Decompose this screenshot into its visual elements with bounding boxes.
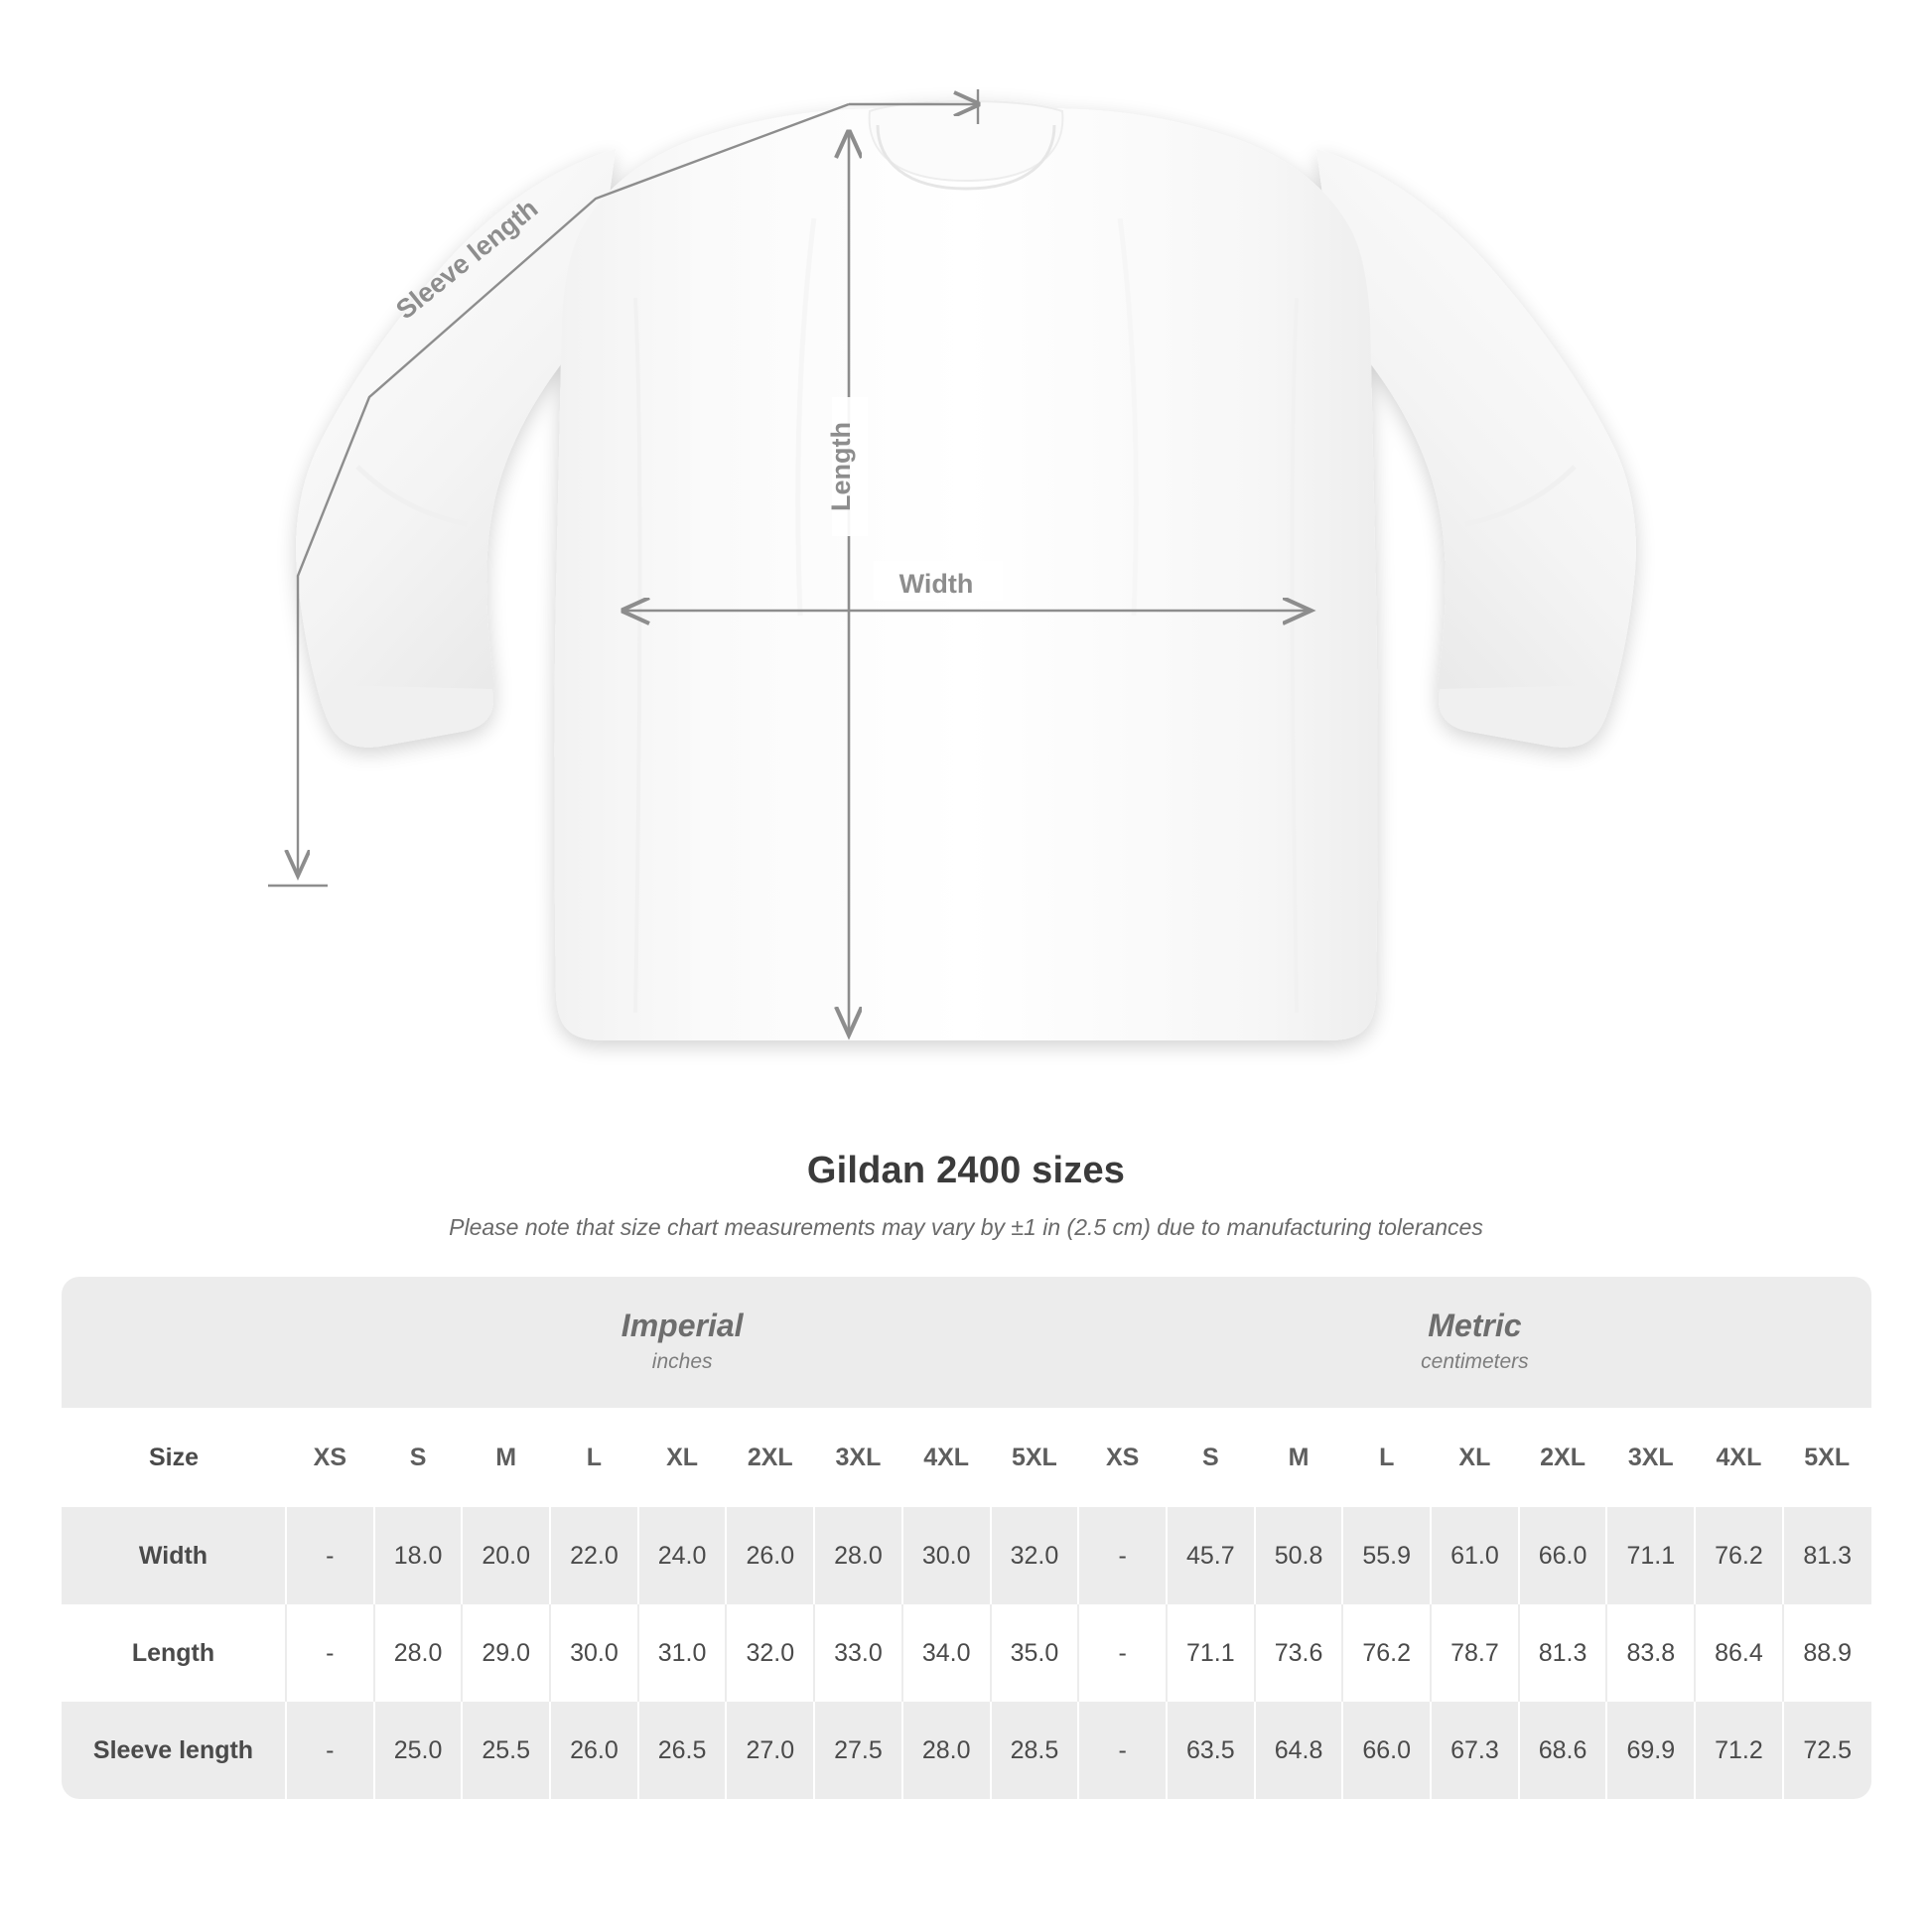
cell-length-imperial-s: 28.0 xyxy=(374,1604,463,1702)
cell-sleeve-imperial-3xl: 27.5 xyxy=(814,1702,902,1799)
header-size-imperial-2xl: 2XL xyxy=(726,1408,814,1507)
svg-text:Sleeve length: Sleeve length xyxy=(390,193,544,326)
unit-metric-name: Metric xyxy=(1428,1308,1522,1344)
header-size-imperial-m: M xyxy=(462,1408,550,1507)
header-size-metric-3xl: 3XL xyxy=(1606,1408,1695,1507)
cell-width-imperial-l: 22.0 xyxy=(550,1507,638,1604)
cell-width-imperial-m: 20.0 xyxy=(462,1507,550,1604)
cell-length-imperial-xs: - xyxy=(286,1604,374,1702)
table-row xyxy=(62,1507,1871,1604)
header-size-imperial-5xl: 5XL xyxy=(991,1408,1079,1507)
header-size-imperial-l: L xyxy=(550,1408,638,1507)
cell-width-imperial-5xl: 32.0 xyxy=(991,1507,1079,1604)
cell-length-metric-5xl: 88.9 xyxy=(1783,1604,1871,1702)
header-size-metric-2xl: 2XL xyxy=(1519,1408,1607,1507)
cell-length-metric-m: 73.6 xyxy=(1255,1604,1343,1702)
header-size-metric-xs: XS xyxy=(1078,1408,1167,1507)
unit-group-imperial xyxy=(286,1277,1078,1408)
svg-text:Width: Width xyxy=(898,569,974,599)
cell-length-metric-2xl: 81.3 xyxy=(1519,1604,1607,1702)
cell-width-metric-5xl: 81.3 xyxy=(1783,1507,1871,1604)
cell-length-metric-3xl: 83.8 xyxy=(1606,1604,1695,1702)
row-label-width: Width xyxy=(62,1507,286,1604)
width-label xyxy=(874,561,1003,601)
cell-sleeve-metric-xs: - xyxy=(1078,1702,1167,1799)
cell-sleeve-metric-2xl: 68.6 xyxy=(1519,1702,1607,1799)
header-size-metric-5xl: 5XL xyxy=(1783,1408,1871,1507)
header-size-metric-xl: XL xyxy=(1431,1408,1519,1507)
cell-width-imperial-xs: - xyxy=(286,1507,374,1604)
row-label-length: Length xyxy=(131,1638,215,1667)
cell-sleeve-metric-m: 64.8 xyxy=(1255,1702,1343,1799)
page-title: Gildan 2400 sizes xyxy=(806,1150,1126,1191)
header-size-imperial-xs: XS xyxy=(286,1408,374,1507)
cell-width-metric-l: 55.9 xyxy=(1342,1507,1431,1604)
header-size-metric-m: M xyxy=(1255,1408,1343,1507)
cell-width-metric-xl: 61.0 xyxy=(1431,1507,1519,1604)
cell-sleeve-imperial-4xl: 28.0 xyxy=(902,1702,991,1799)
cell-width-imperial-s: 18.0 xyxy=(374,1507,463,1604)
unit-imperial-name: Imperial xyxy=(621,1308,744,1344)
unit-header-row xyxy=(62,1277,1871,1408)
unit-imperial-sub: inches xyxy=(651,1350,713,1374)
table-row xyxy=(62,1604,1871,1702)
cell-width-imperial-xl: 24.0 xyxy=(638,1507,727,1604)
cell-sleeve-metric-l: 66.0 xyxy=(1342,1702,1431,1799)
header-size-metric-s: S xyxy=(1167,1408,1255,1507)
length-label xyxy=(826,397,868,536)
cell-length-imperial-3xl: 33.0 xyxy=(814,1604,902,1702)
cell-length-metric-xl: 78.7 xyxy=(1431,1604,1519,1702)
cell-length-metric-l: 76.2 xyxy=(1342,1604,1431,1702)
cell-length-metric-4xl: 86.4 xyxy=(1695,1604,1783,1702)
unit-header-spacer xyxy=(62,1277,286,1408)
unit-metric-sub: centimeters xyxy=(1421,1350,1529,1374)
header-size-imperial-xl: XL xyxy=(638,1408,727,1507)
row-label-sleeve-length: Sleeve length xyxy=(62,1702,286,1799)
cell-width-metric-xs: - xyxy=(1078,1507,1167,1604)
cell-width-metric-4xl: 76.2 xyxy=(1695,1507,1783,1604)
cell-width-metric-3xl: 71.1 xyxy=(1606,1507,1695,1604)
header-size-imperial-s: S xyxy=(374,1408,463,1507)
cell-sleeve-imperial-2xl: 27.0 xyxy=(726,1702,814,1799)
header-size-label: Size xyxy=(62,1408,286,1507)
cell-width-metric-m: 50.8 xyxy=(1255,1507,1343,1604)
cell-sleeve-metric-4xl: 71.2 xyxy=(1695,1702,1783,1799)
cell-length-imperial-xl: 31.0 xyxy=(638,1604,727,1702)
cell-width-metric-s: 45.7 xyxy=(1167,1507,1255,1604)
cell-sleeve-imperial-5xl: 28.5 xyxy=(991,1702,1079,1799)
table-row xyxy=(62,1702,1871,1799)
cell-length-imperial-4xl: 34.0 xyxy=(902,1604,991,1702)
cell-length-imperial-2xl: 32.0 xyxy=(726,1604,814,1702)
size-header-row xyxy=(62,1408,1871,1507)
size-table xyxy=(62,1277,1871,1799)
cell-sleeve-imperial-l: 26.0 xyxy=(550,1702,638,1799)
cell-width-metric-2xl: 66.0 xyxy=(1519,1507,1607,1604)
cell-width-imperial-2xl: 26.0 xyxy=(726,1507,814,1604)
cell-length-imperial-5xl: 35.0 xyxy=(991,1604,1079,1702)
header-size-metric-4xl: 4XL xyxy=(1695,1408,1783,1507)
header-size-imperial-4xl: 4XL xyxy=(902,1408,991,1507)
cell-length-metric-xs: - xyxy=(1078,1604,1167,1702)
cell-sleeve-imperial-s: 25.0 xyxy=(374,1702,463,1799)
header-size-imperial-3xl: 3XL xyxy=(814,1408,902,1507)
unit-group-metric xyxy=(1078,1277,1870,1408)
header-size-metric-l: L xyxy=(1342,1408,1431,1507)
svg-text:Length: Length xyxy=(826,422,856,511)
size-table-wrapper xyxy=(62,1277,1870,1799)
page-subtitle: Please note that size chart measurements may vary by ±1 in (2.5 cm) due to manufacturing tolerances xyxy=(449,1214,1483,1240)
cell-length-metric-s: 71.1 xyxy=(1167,1604,1255,1702)
cell-width-imperial-4xl: 30.0 xyxy=(902,1507,991,1604)
cell-length-imperial-m: 29.0 xyxy=(462,1604,550,1702)
cell-sleeve-imperial-m: 25.5 xyxy=(462,1702,550,1799)
cell-sleeve-metric-3xl: 69.9 xyxy=(1606,1702,1695,1799)
cell-sleeve-imperial-xs: - xyxy=(286,1702,374,1799)
cell-sleeve-metric-s: 63.5 xyxy=(1167,1702,1255,1799)
cell-length-imperial-l: 30.0 xyxy=(550,1604,638,1702)
cell-width-imperial-3xl: 28.0 xyxy=(814,1507,902,1604)
cell-sleeve-metric-xl: 67.3 xyxy=(1431,1702,1519,1799)
cell-sleeve-metric-5xl: 72.5 xyxy=(1783,1702,1871,1799)
cell-sleeve-imperial-xl: 26.5 xyxy=(638,1702,727,1799)
